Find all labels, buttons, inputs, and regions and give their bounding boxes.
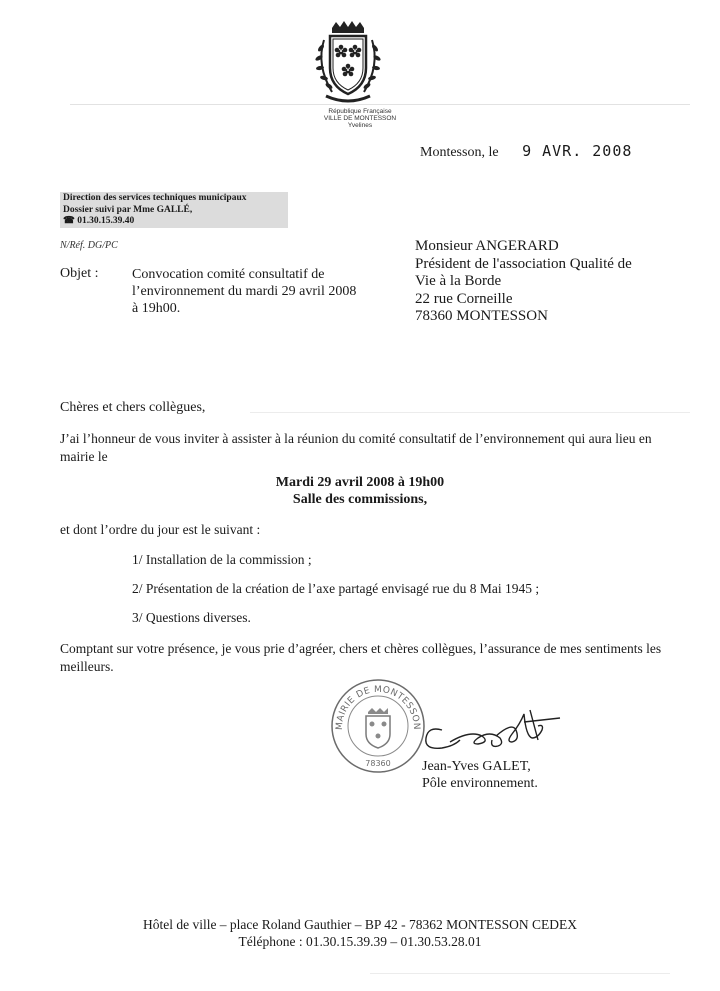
handwritten-signature [420, 700, 570, 760]
date-line [420, 142, 632, 161]
services-phone: 01.30.15.39.40 [77, 216, 135, 226]
footer-phone: Téléphone : 01.30.15.39.39 – 01.30.53.28.01 [238, 934, 482, 949]
footer [110, 916, 610, 950]
scan-line [250, 412, 690, 413]
addressee-city: 78360 MONTESSON [415, 308, 548, 324]
addressee-title1: Président de l'association Qualité de [415, 255, 632, 272]
meeting-date: Mardi 29 avril 2008 à 19h00 [275, 475, 445, 490]
seal-text: MAIRIE DE MONTESSON [334, 684, 422, 731]
services-line1: Direction des services techniques municipaux [63, 193, 247, 203]
scan-line [370, 973, 670, 974]
seal-code: 78360 [365, 759, 391, 768]
signer-role: Pôle environnement. [422, 776, 538, 791]
salutation: Chères et chers collègues, [60, 400, 206, 415]
republic-label: République Française [328, 108, 392, 115]
invitation-paragraph: J’ai l’honneur de vous inviter à assister à la réunion du comité consultatif de l’environnement qui aura lieu en mairie le [60, 431, 652, 464]
date-place: Montesson, le [420, 145, 499, 160]
reference: N/Réf. DG/PC [60, 240, 118, 251]
addressee-name: Monsieur ANGERARD [415, 238, 559, 254]
date-stamp: 9 AVR. 2008 [522, 142, 633, 160]
meeting-room: Salle des commissions, [292, 492, 428, 507]
objet-text: Convocation comité consultatif de l’environnement du mardi 29 avril 2008 à 19h00. [132, 267, 357, 316]
services-line2: Dossier suivi par Mme GALLÉ, [63, 204, 193, 215]
services-phone-row [63, 216, 285, 228]
services-box [60, 192, 288, 228]
phone-icon: ☎ [63, 216, 75, 226]
agenda-intro: et dont l’ordre du jour est le suivant : [60, 522, 261, 537]
agenda-item: 3/ Questions diverses. [132, 610, 251, 625]
footer-address: Hôtel de ville – place Roland Gauthier – BP 42 - 78362 MONTESSON CEDEX [142, 917, 578, 932]
addressee-title2: Vie à la Borde [415, 273, 502, 289]
departement-label: Yvelines [347, 122, 373, 129]
scan-divider [70, 104, 690, 105]
addressee-block [415, 238, 715, 326]
signer-block [422, 758, 538, 792]
agenda-item: 2/ Présentation de la création de l’axe partagé envisagé rue du 8 Mai 1945 ; [132, 581, 540, 596]
closing-paragraph: Comptant sur votre présence, je vous prie d’agréer, chers et chères collègues, l’assurance de mes sentiments les meilleurs. [60, 641, 662, 674]
objet-label: Objet : [60, 266, 99, 281]
agenda-item: 1/ Installation de la commission ; [132, 552, 312, 567]
ville-label: VILLE DE MONTESSON [323, 115, 397, 122]
mairie-seal-stamp [328, 676, 428, 776]
addressee-street: 22 rue Corneille [415, 290, 513, 307]
montesson-crest-logo [310, 20, 386, 110]
meeting-info [160, 474, 560, 508]
signer-name: Jean-Yves GALET, [422, 759, 531, 774]
